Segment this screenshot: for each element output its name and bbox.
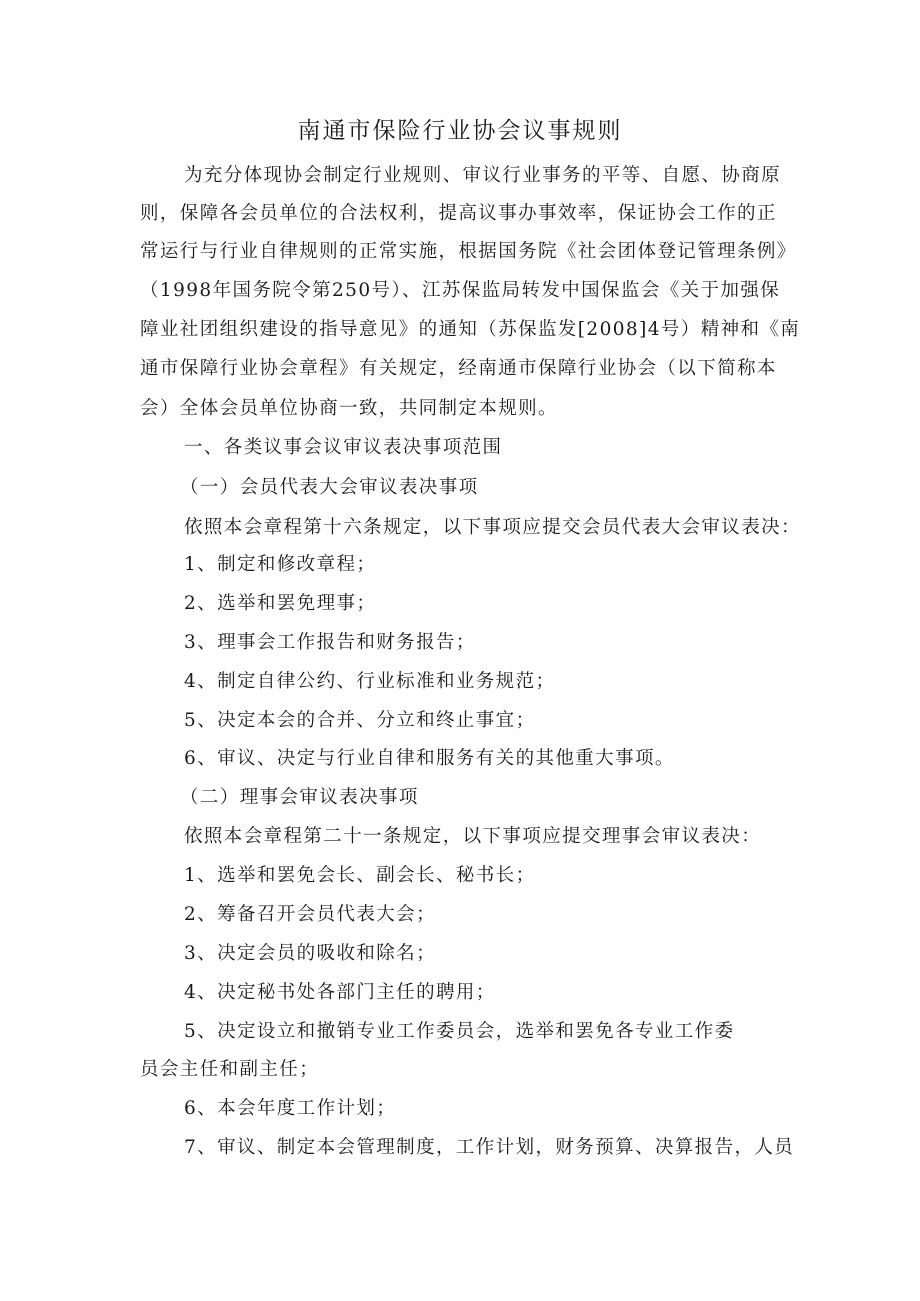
- list-item: 4、决定秘书处各部门主任的聘用；: [184, 982, 496, 1003]
- list-item: 1、选举和罢免会长、副会长、秘书长；: [184, 865, 536, 886]
- list-item: 6、本会年度工作计划；: [184, 1098, 397, 1119]
- subsection-heading: （二）理事会审议表决事项: [180, 787, 419, 808]
- document-title: 南通市保险行业协会议事规则: [297, 118, 623, 144]
- subsection-intro: 依照本会章程第十六条规定，以下事项应提交会员代表大会审议表决：: [184, 517, 801, 538]
- preamble-line: 则，保障各会员单位的合法权利，提高议事办事效率，保证协会工作的正: [140, 203, 777, 224]
- subsection-intro: 依照本会章程第二十一条规定，以下事项应提交理事会审议表决：: [184, 826, 762, 847]
- list-item: 3、理事会工作报告和财务报告；: [184, 632, 476, 653]
- list-item: 2、选举和罢免理事；: [184, 593, 377, 614]
- list-item: 5、决定本会的合并、分立和终止事宜；: [184, 710, 536, 731]
- subsection-heading: （一）会员代表大会审议表决事项: [180, 477, 479, 498]
- list-item-continuation: 员会主任和副主任；: [140, 1059, 320, 1080]
- list-item: 3、决定会员的吸收和除名；: [184, 943, 436, 964]
- list-item: 5、决定设立和撤销专业工作委员会，选举和罢免各专业工作委: [184, 1021, 735, 1042]
- list-item: 7、审议、制定本会管理制度，工作计划，财务预算、决算报告，人员: [184, 1137, 795, 1158]
- list-item: 4、制定自律公约、行业标准和业务规范；: [184, 671, 556, 692]
- list-item: 6、审议、决定与行业自律和服务有关的其他重大事项。: [184, 748, 675, 769]
- preamble-line: 通市保障行业协会章程》有关规定，经南通市保障行业协会（以下简称本: [140, 358, 777, 379]
- list-item: 2、筹备召开会员代表大会；: [184, 904, 436, 925]
- preamble-line: 常运行与行业自律规则的正常实施，根据国务院《社会团体登记管理条例》: [140, 241, 797, 262]
- preamble-line: 会）全体会员单位协商一致，共同制定本规则。: [140, 398, 558, 419]
- preamble-line: （1998年国务院令第250号）、江苏保监局转发中国保监会《关于加强保: [140, 280, 781, 301]
- section-heading: 一、各类议事会议审议表决事项范围: [184, 437, 503, 458]
- preamble-line: 障业社团组织建设的指导意见》的通知（苏保监发[2008]4号）精神和《南: [140, 319, 801, 340]
- list-item: 1、制定和修改章程；: [184, 554, 377, 575]
- preamble-line: 为充分体现协会制定行业规则、审议行业事务的平等、自愿、协商原: [184, 165, 782, 186]
